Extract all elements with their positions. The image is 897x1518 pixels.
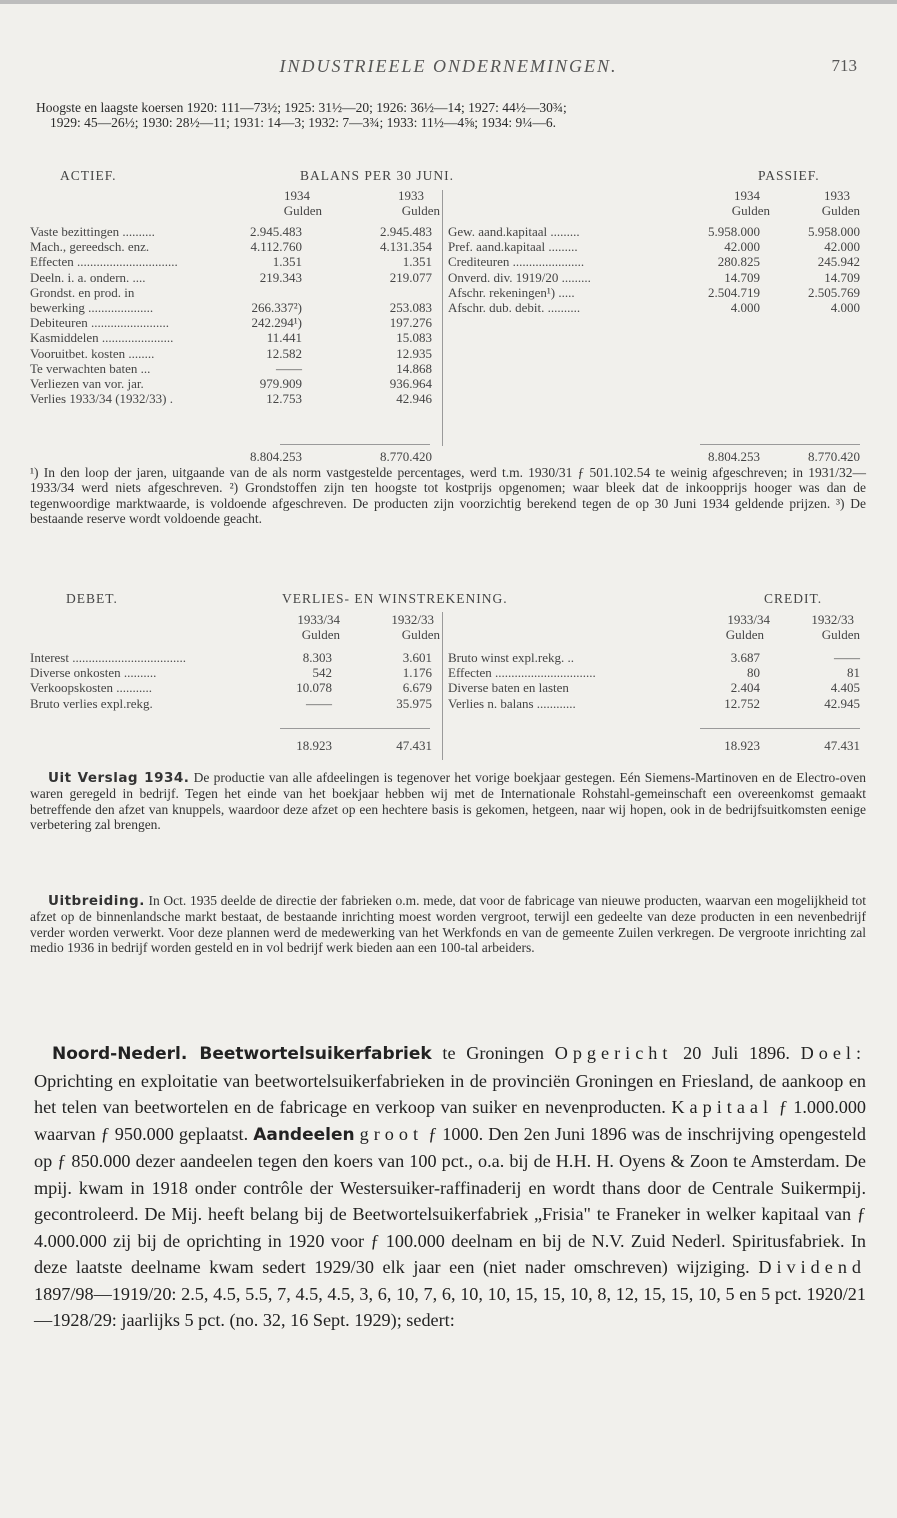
doel-label: Doel:	[800, 1043, 867, 1063]
year-1934: 1934	[734, 188, 760, 203]
table-row	[30, 391, 432, 406]
price-history-line-1: Hoogste en laagste koersen 1920: 111—73½; 1925: 31½—20; 1926: 36½—14; 1927: 44½—30¾;	[36, 100, 567, 115]
row-value-current: 1.351	[272, 254, 302, 270]
winst-divider	[442, 612, 443, 760]
balans-totals-right	[448, 449, 860, 464]
winst-totals-right	[448, 738, 860, 753]
winst-debet-header	[30, 612, 440, 642]
row-value-previous: 42.000	[824, 239, 860, 255]
balans-divider	[442, 190, 443, 446]
doel-text: Oprichting en exploitatie van beetwortelsuikerfabrieken in de provinciën Groningen en Friesland, de aankoop en het telen van beetwortelen en de fabricage en verkoop van suiker en nevenproducten.	[34, 1070, 866, 1117]
aandeelen-groot: groot	[359, 1123, 424, 1144]
row-value-previous: 936.964	[389, 375, 432, 391]
aandeelen-label: Aandeelen	[253, 1124, 355, 1145]
verslag-heading: Uit Verslag 1934.	[48, 770, 190, 786]
row-label: Diverse onkosten ..........	[30, 665, 157, 681]
row-value-current: 2.404	[730, 680, 760, 696]
row-value-previous: 12.935	[396, 345, 432, 361]
total-1933: 8.770.420	[380, 449, 432, 464]
row-label: Verlies n. balans ............	[448, 695, 576, 711]
row-label: Kasmiddelen ......................	[30, 330, 174, 346]
kapitaal-text: ƒ 1.000.000 waarvan ƒ 950.000 geplaatst.	[34, 1097, 867, 1144]
row-value-current: ——	[276, 360, 302, 376]
year-1933: 1933	[824, 188, 850, 203]
balans-passief-header	[446, 188, 860, 218]
unit-label: Gulden	[401, 203, 440, 219]
opgericht-text: 20 Juli 1896.	[683, 1043, 790, 1063]
company-location: te Groningen	[442, 1043, 544, 1063]
year-1932-33: 1932/33	[391, 612, 434, 627]
row-value-previous: 5.958.000	[808, 224, 860, 239]
uitbreiding-paragraph	[30, 893, 866, 956]
unit-label: Gulden	[401, 627, 440, 643]
winst-sum-rule-right	[700, 728, 860, 729]
table-row	[448, 650, 860, 665]
row-value-previous: 42.946	[396, 391, 432, 407]
row-value-previous: 14.868	[396, 360, 432, 376]
row-label: Debiteuren ........................	[30, 315, 170, 331]
unit-label: Gulden	[821, 627, 860, 643]
row-label: Interest ...................................	[30, 650, 186, 665]
table-row	[448, 680, 860, 695]
row-value-current: 14.709	[724, 269, 760, 285]
row-value-current: 4.112.760	[250, 239, 302, 255]
row-value-previous: 14.709	[824, 269, 860, 285]
row-value-current: 979.909	[259, 375, 302, 391]
row-value-current: 3.687	[730, 650, 760, 665]
table-row	[448, 254, 860, 269]
row-value-previous: 2.505.769	[808, 284, 860, 300]
row-value-previous: 42.945	[824, 695, 860, 711]
row-label: Diverse baten en lasten	[448, 680, 569, 696]
page-number: 713	[831, 56, 857, 75]
row-label: Bruto verlies expl.rekg.	[30, 695, 153, 711]
row-label: Onverd. div. 1919/20 .........	[448, 269, 591, 285]
kapitaal-label: Kapitaal	[671, 1097, 774, 1117]
row-value-previous: 4.000	[830, 299, 860, 315]
price-history	[36, 100, 866, 130]
row-label: Effecten ...............................	[448, 665, 596, 681]
dividend-label: Dividend	[758, 1257, 867, 1277]
row-label: Verkoopskosten ...........	[30, 680, 153, 696]
row-value-current: 280.825	[717, 254, 760, 270]
table-row	[448, 239, 860, 254]
debet-title: DEBET.	[66, 591, 118, 606]
table-row	[30, 300, 432, 315]
row-value-previous: 81	[847, 665, 860, 681]
balans-footnotes: ¹) In den loop der jaren, uitgaande van de als norm vastgestelde percentages, werd t.m. 1930/31 ƒ 501.102.54 te weinig afgeschreven; in 1931/32—1933/34 werd niets afgeschreven. ²) Grondstoffen zijn ten hoogste tot kostprijs opgenomen; waar bleek dat de inkoopprijs hooger was dan de tegenwoordige marktwaarde, is voldoende afgeschreven. De producten zijn voorzichtig berekend tegen de op 30 Juni 1934 geldende prijzen. ³) De bestaande reserve wordt voldoende geacht.	[30, 465, 866, 527]
row-value-current: 11.441	[266, 330, 302, 346]
actief-title: ACTIEF.	[60, 168, 117, 183]
table-row	[30, 239, 432, 254]
row-label: Gew. aand.kapitaal .........	[448, 224, 580, 239]
verslag-text: De productie van alle afdeelingen is tegenover het vorige boekjaar gestegen. Eén Siemens-Martinoven en de Electro-oven waren geregeld in bedrijf. Tegen het einde van het boekjaar hebben wij met de Internationale Rohstahl-gemeinschaft een overeenkomst gemaakt betreffende den afzet van knuppels, waardoor deze afzet op een hechtere basis is gekomen, hetgeen, naar wij hopen, ook in de bedrijfsuitkomsten eenige verbetering zal brengen.	[30, 770, 866, 833]
table-row	[30, 376, 432, 391]
year-1933-34: 1933/34	[297, 612, 340, 627]
opgericht-label: Opgericht	[554, 1043, 673, 1063]
company-name: Noord-Nederl. Beetwortelsuikerfabriek	[52, 1044, 432, 1064]
row-label: Crediteuren ......................	[448, 254, 585, 270]
row-value-current: 10.078	[296, 680, 332, 696]
row-label: Afschr. rekeningen¹) .....	[448, 284, 575, 300]
table-row	[448, 696, 860, 711]
winst-credit-header	[446, 612, 860, 642]
table-row	[448, 270, 860, 285]
year-1933-34: 1933/34	[727, 612, 770, 627]
company-entry	[34, 1040, 866, 1334]
winst-credit-table	[448, 650, 860, 711]
row-label: Te verwachten baten ...	[30, 360, 151, 376]
total-a: 18.923	[296, 738, 332, 753]
row-value-current: 12.753	[266, 391, 302, 407]
row-value-current: 12.582	[266, 345, 302, 361]
row-value-previous: 4.131.354	[380, 239, 432, 255]
winst-title: VERLIES- EN WINSTREKENING.	[282, 591, 508, 606]
aandeelen-text: ƒ 1000. Den 2en Juni 1896 was de inschrijving opengesteld op ƒ 850.000 dezer aandeelen tegen den koers van 100 pct., o.a. bij de H.H. H. Oyens & Zoon te Amsterdam. De mpij. kwam in 1918 onder contrôle der Westersuiker-raffinaderij en wordt thans door de Centrale Suikermpij. gecontroleerd. De Mij. heeft belang bij de Beetwortelsuikerfabriek „Frisia" te Franeker in welker kapitaal van ƒ 4.000.000 zij bij de oprichting in 1920 voor ƒ 100.000 deelnam en bij de N.V. Zuid Nederl. Spiritusfabriek. In deze laatste deelname kwam sedert 1929/30 elk jaar een (niet nader omschreven) wijziging.	[34, 1123, 867, 1277]
price-history-line-2: 1929: 45—26½; 1930: 28½—11; 1931: 14—3; 1932: 7—3¾; 1933: 11½—4⅝; 1934: 9¼—6.	[50, 115, 557, 131]
table-row	[30, 254, 432, 269]
table-row	[30, 224, 432, 239]
table-row	[448, 285, 860, 300]
unit-label: Gulden	[301, 627, 340, 643]
row-value-previous: 4.405	[830, 680, 860, 696]
row-label: bewerking ....................	[30, 299, 154, 315]
uitbreiding-text: In Oct. 1935 deelde de directie der fabrieken o.m. mede, dat voor de fabricage van nieuwe producten, waarvan een mogelijkheid tot afzet op de binnenlandsche markt bestaat, de bestaande inrichting moest worden vergroot, terwijl een gedeelte van deze producten in een nevenbedrijf verder worden verwerkt. Voor deze plannen werd de medewerking van het Werkfonds en van de gemeente Zuilen verkregen. De vergroote inrichting zal medio 1936 in bedrijf worden gesteld en in vol bedrijf werk bieden aan een 100-tal arbeiders.	[30, 893, 867, 956]
row-value-previous: 35.975	[396, 695, 432, 711]
row-value-previous: 1.176	[402, 665, 432, 681]
total-b: 47.431	[824, 738, 860, 753]
row-value-previous: 15.083	[396, 330, 432, 346]
credit-title: CREDIT.	[764, 591, 823, 606]
uitbreiding-heading: Uitbreiding.	[48, 893, 145, 909]
winst-totals-left	[30, 738, 432, 753]
table-row	[30, 361, 432, 376]
row-label: Vaste bezittingen ..........	[30, 224, 155, 239]
table-row	[30, 285, 432, 300]
year-1934: 1934	[284, 188, 310, 203]
row-value-current: ——	[306, 695, 332, 711]
year-1932-33: 1932/33	[811, 612, 854, 627]
row-value-current: 4.000	[730, 299, 760, 315]
row-value-current: 242.294¹)	[251, 315, 302, 331]
balans-sum-rule-right	[700, 444, 860, 445]
table-row	[30, 680, 432, 695]
row-value-previous: 245.942	[817, 254, 860, 270]
row-value-current: 5.958.000	[708, 224, 760, 239]
row-value-current: 266.337²)	[251, 299, 302, 315]
year-1933: 1933	[398, 188, 424, 203]
total-1934: 8.804.253	[250, 449, 302, 464]
balans-actief-table	[30, 224, 432, 406]
table-row	[30, 665, 432, 680]
row-label: Vooruitbet. kosten ........	[30, 345, 155, 361]
balans-title: BALANS PER 30 JUNI.	[300, 168, 455, 183]
running-title: INDUSTRIEELE ONDERNEMINGEN.	[279, 56, 618, 76]
balans-sum-rule-left	[280, 444, 430, 445]
row-value-previous: 3.601	[402, 650, 432, 665]
row-label: Bruto winst expl.rekg. ..	[448, 650, 575, 665]
row-label: Mach., gereedsch. enz.	[30, 239, 150, 255]
row-value-current: 2.945.483	[250, 224, 302, 239]
row-label: Verliezen van vor. jar.	[30, 375, 144, 391]
row-label: Deeln. i. a. ondern. ....	[30, 269, 146, 285]
unit-label: Gulden	[731, 203, 770, 219]
table-row	[30, 330, 432, 345]
row-value-current: 2.504.719	[708, 284, 760, 300]
unit-label: Gulden	[821, 203, 860, 219]
winst-debet-table	[30, 650, 432, 711]
row-value-previous: 6.679	[402, 680, 432, 696]
table-row	[30, 270, 432, 285]
table-row	[30, 696, 432, 711]
row-value-previous: 1.351	[402, 254, 432, 270]
top-rule	[0, 0, 897, 4]
total-b: 47.431	[396, 738, 432, 753]
total-1933: 8.770.420	[808, 449, 860, 464]
passief-title: PASSIEF.	[758, 168, 820, 183]
row-value-previous: 219.077	[389, 269, 432, 285]
row-value-previous: 2.945.483	[380, 224, 432, 239]
table-row	[30, 346, 432, 361]
row-value-current: 542	[312, 665, 332, 681]
winst-sum-rule-left	[280, 728, 430, 729]
total-a: 18.923	[724, 738, 760, 753]
row-label: Effecten ...............................	[30, 254, 178, 270]
table-row	[448, 300, 860, 315]
row-label: Verlies 1933/34 (1932/33) .	[30, 391, 173, 407]
table-row	[448, 665, 860, 680]
row-value-current: 12.752	[724, 695, 760, 711]
row-value-current: 219.343	[259, 269, 302, 285]
row-value-current: 80	[747, 665, 760, 681]
dividend-text: 1897/98—1919/20: 2.5, 4.5, 5.5, 7, 4.5, 4.5, 3, 6, 10, 7, 6, 10, 10, 15, 15, 10, 8, 12, 15, 15, 10, 5 en 5 pct. 1920/21—1928/29: jaarlijks 5 pct. (no. 32, 16 Sept. 1929); sedert:	[34, 1283, 866, 1330]
table-row	[30, 650, 432, 665]
total-1934: 8.804.253	[708, 449, 760, 464]
row-value-current: 8.303	[302, 650, 332, 665]
table-row	[448, 224, 860, 239]
unit-label: Gulden	[283, 203, 322, 219]
row-value-previous: 197.276	[389, 315, 432, 331]
page-header	[0, 56, 897, 80]
row-label: Pref. aand.kapitaal .........	[448, 239, 578, 255]
row-label: Afschr. dub. debit. ..........	[448, 299, 581, 315]
row-value-previous: ——	[834, 650, 860, 665]
table-row	[30, 315, 432, 330]
verslag-paragraph	[30, 770, 866, 833]
balans-passief-table	[448, 224, 860, 315]
row-label: Grondst. en prod. in	[30, 284, 135, 300]
balans-actief-header	[30, 188, 440, 218]
balans-totals-left	[30, 449, 432, 464]
unit-label: Gulden	[725, 627, 764, 643]
row-value-previous: 253.083	[389, 299, 432, 315]
row-value-current: 42.000	[724, 239, 760, 255]
